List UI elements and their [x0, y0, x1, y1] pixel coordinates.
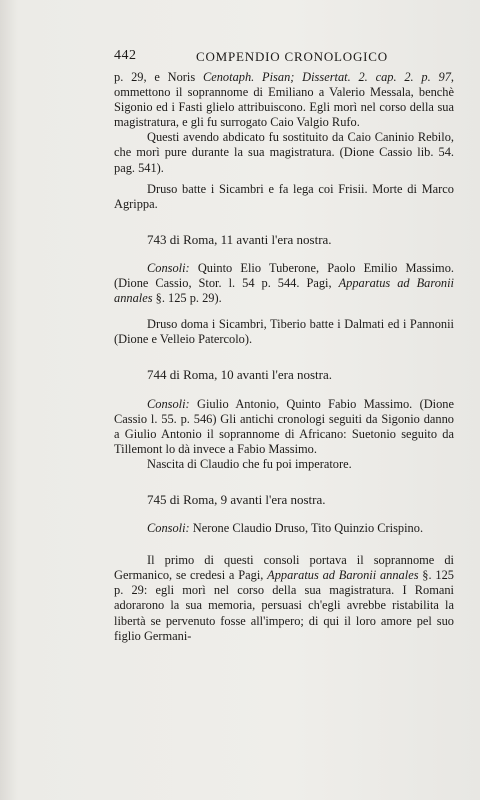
page-body — [114, 70, 454, 644]
paragraph-noris: p. 29, e Noris Cenotaph. Pisan; Dissertat. 2. cap. 2. p. 97, ommettono il soprannome di Emiliano a Valerio Messala, benchè Sigonio ed i Fasti glielo attribuiscono. Egli morì nel corso della sua magistratura, e gli fu surrogato Caio Valgio Rufo. — [114, 70, 454, 130]
consoli-label: Consoli: — [147, 396, 190, 411]
paragraph-germanico: Il primo di questi consoli portava il soprannome di Germanico, se credesi a Pagi, Apparatus ad Baronii annales §. 125 p. 29: egli morì nel corso della sua magistratura. I Romani adorarono la sua memoria, persuasi ch'egli avrebbe ristabilita la libertà se pervenuto fosse all'impero; di qui il loro amore pel suo figlio Germani- — [114, 553, 454, 643]
paragraph-druso-doma: Druso doma i Sicambri, Tiberio batte i Dalmati ed i Pannonii (Dione e Velleio Patercolo). — [114, 317, 454, 347]
running-title: COMPENDIO CRONOLOGICO — [196, 49, 388, 64]
year-heading-744: 744 di Roma, 10 avanti l'era nostra. — [147, 367, 333, 383]
year-heading-743: 743 di Roma, 11 avanti l'era nostra. — [147, 231, 332, 247]
paragraph-consoli-744: Consoli: Giulio Antonio, Quinto Fabio Massimo. (Dione Cassio l. 55. p. 546) Gli antichi cronologi seguiti da Sigonio danno a Giulio Antonio il soprannome di Africano: Suetonio seguito da Tillemont lo dà invece a Fabio Massimo. — [114, 396, 454, 456]
consoli-label: Consoli: — [147, 260, 190, 275]
paragraph-druso-sicambri: Druso batte i Sicambri e fa lega coi Frisii. Morte di Marco Agrippa. — [114, 181, 454, 211]
paragraph-nascita-claudio: Nascita di Claudio che fu poi imperatore. — [147, 456, 352, 471]
year-heading-745: 745 di Roma, 9 avanti l'era nostra. — [147, 491, 326, 507]
page-number: 442 — [114, 48, 137, 63]
paragraph-rebilo: Questi avendo abdicato fu sostituito da Caio Caninio Rebilo, che morì pure durante la sua magistratura. (Dione Cassio lib. 54. pag. 541). — [114, 130, 454, 175]
paragraph-consoli-745: Consoli: Nerone Claudio Druso, Tito Quinzio Crispino. — [147, 521, 424, 536]
consoli-label: Consoli: — [147, 521, 190, 536]
paragraph-consoli-743: Consoli: Quinto Elio Tuberone, Paolo Emilio Massimo. (Dione Cassio, Stor. l. 54 p. 544. Pagi, Apparatus ad Baronii annales §. 125 p. 29). — [114, 260, 455, 306]
